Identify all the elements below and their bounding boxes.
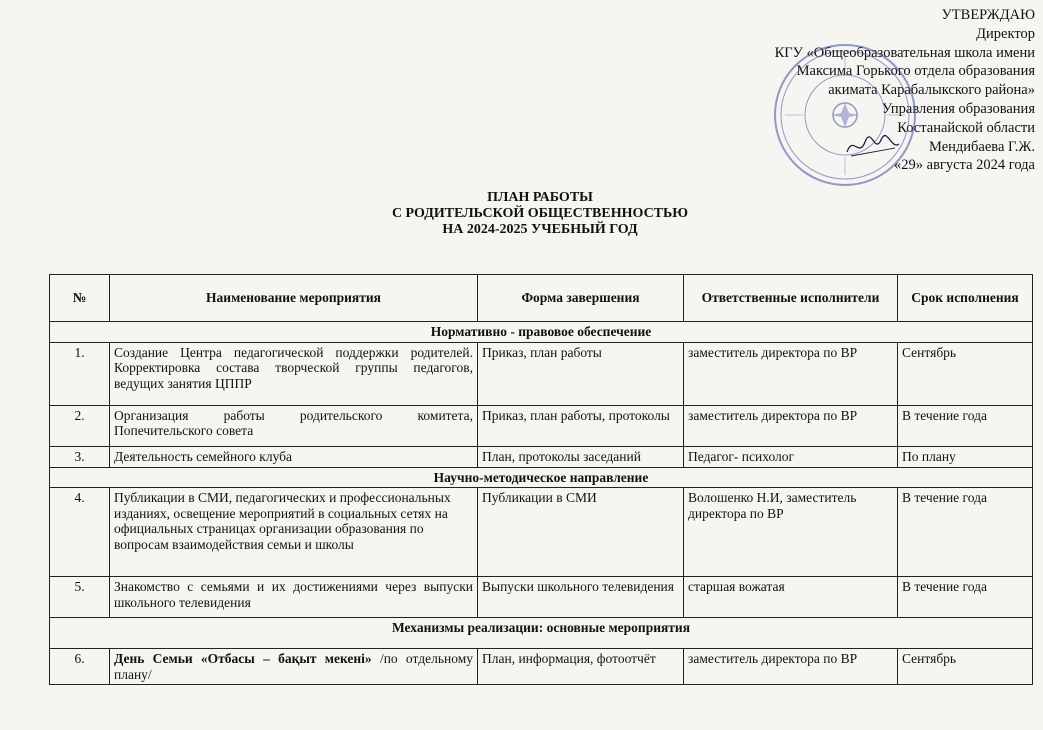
approval-line: Управления образования (881, 100, 1035, 117)
event-name: День Семьи «Отбасы – бақыт мекені» (114, 651, 372, 666)
table-row (50, 649, 1033, 685)
cell-form: Приказ, план работы (478, 342, 684, 405)
cell-num: 2. (50, 405, 110, 446)
event-note: /по отдельному плану/ (114, 651, 473, 682)
cell-resp: старшая вожатая (684, 577, 898, 618)
table-row (50, 488, 1033, 577)
seal-stamp-icon (770, 40, 920, 190)
approval-line: Максима Горького отдела образования (796, 63, 1035, 80)
table-row (50, 342, 1033, 405)
cell-form: План, протоколы заседаний (478, 446, 684, 467)
title-line: С РОДИТЕЛЬСКОЙ ОБЩЕСТВЕННОСТЬЮ (391, 206, 689, 221)
cell-resp: заместитель директора по ВР (684, 649, 898, 685)
cell-name: Организация работы родительского комитета, Попечительского совета (110, 405, 478, 446)
header-term: Срок исполнения (898, 275, 1033, 322)
approval-line: Мендибаева Г.Ж. (929, 138, 1035, 155)
table-header-row (50, 275, 1033, 322)
approval-line: Директор (976, 25, 1035, 42)
plan-table (49, 274, 1033, 685)
section-title: Механизмы реализации: основные мероприятия (50, 618, 1033, 649)
cell-num: 1. (50, 342, 110, 405)
cell-resp: Волошенко Н.И, заместитель директора по ВР (684, 488, 898, 577)
header-name: Наименование мероприятия (110, 275, 478, 322)
cell-resp: заместитель директора по ВР (684, 405, 898, 446)
title-line: НА 2024-2025 УЧЕБНЫЙ ГОД (442, 222, 638, 237)
cell-term: По плану (898, 446, 1033, 467)
cell-name: Знакомство с семьями и их достижениями через выпуски школьного телевидения (110, 577, 478, 618)
cell-term: В течение года (898, 405, 1033, 446)
cell-num: 5. (50, 577, 110, 618)
cell-name: Создание Центра педагогической поддержки родителей. Корректировка состава творческой группы педагогов, ведущих занятия ЦППР (110, 342, 478, 405)
table-row (50, 577, 1033, 618)
cell-term: В течение года (898, 488, 1033, 577)
approval-line: Костанайской области (897, 119, 1035, 136)
cell-form: Публикации в СМИ (478, 488, 684, 577)
signature-icon (843, 130, 903, 160)
header-form: Форма завершения (478, 275, 684, 322)
cell-num: 3. (50, 446, 110, 467)
approval-line: УТВЕРЖДАЮ (941, 7, 1035, 23)
section-title: Научно-методическое направление (50, 467, 1033, 488)
cell-name: Деятельность семейного клуба (110, 446, 478, 467)
header-num: № (50, 275, 110, 322)
cell-name: Публикации в СМИ, педагогических и профессиональных изданиях, освещение мероприятий в социальных сетях на официальных страницах организации образования по вопросам взаимодействия семьи и школы (110, 488, 478, 577)
cell-form: Выпуски школьного телевидения (478, 577, 684, 618)
header-resp: Ответственные исполнители (684, 275, 898, 322)
cell-term: Сентябрь (898, 649, 1033, 685)
approval-line: акимата Карабалыкского района» (828, 82, 1035, 99)
cell-form: План, информация, фотоотчёт (478, 649, 684, 685)
section-row (50, 467, 1033, 488)
section-row (50, 322, 1033, 343)
cell-term: Сентябрь (898, 342, 1033, 405)
cell-name (110, 649, 478, 685)
document-title (300, 190, 780, 238)
approval-line: КГУ «Общеобразовательная школа имени (774, 44, 1035, 61)
cell-form: Приказ, план работы, протоколы (478, 405, 684, 446)
cell-resp: заместитель директора по ВР (684, 342, 898, 405)
approval-line: «29» августа 2024 года (894, 157, 1035, 174)
cell-resp: Педагог- психолог (684, 446, 898, 467)
section-row (50, 618, 1033, 649)
cell-num: 6. (50, 649, 110, 685)
cell-term: В течение года (898, 577, 1033, 618)
table-row (50, 446, 1033, 467)
table-row (50, 405, 1033, 446)
section-title: Нормативно - правовое обеспечение (50, 322, 1033, 343)
title-line: ПЛАН РАБОТЫ (487, 190, 593, 205)
cell-num: 4. (50, 488, 110, 577)
